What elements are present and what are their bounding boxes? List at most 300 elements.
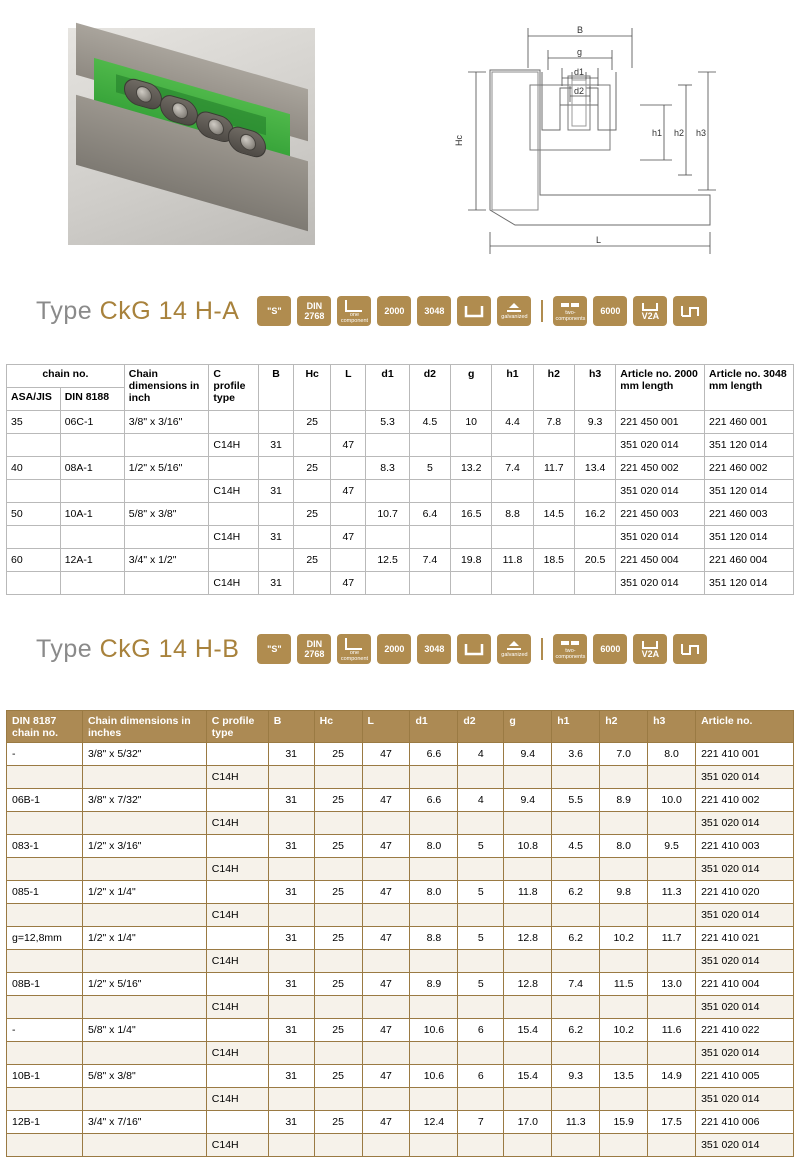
cell-h2 xyxy=(600,950,648,973)
technical-drawing xyxy=(420,10,780,260)
th-h3: h3 xyxy=(574,365,615,411)
th-d2: d2 xyxy=(409,365,450,411)
cell-dim: 3/8" x 5/32" xyxy=(82,743,206,766)
dim-label-B: B xyxy=(577,25,584,35)
th-c-profile-type: C profile type xyxy=(209,365,259,411)
cell-b xyxy=(258,549,293,572)
cell-h1: 11.8 xyxy=(492,549,533,572)
cell-h2 xyxy=(600,766,648,789)
cell-d1: 8.8 xyxy=(410,927,458,950)
cell-b xyxy=(268,950,314,973)
cell-g: 12.8 xyxy=(504,973,552,996)
cell-din: - xyxy=(7,743,83,766)
cell-d2 xyxy=(458,766,504,789)
cell-profile xyxy=(209,411,259,434)
cell-profile: C14H xyxy=(206,858,268,881)
th-c-profile-type: C profile type xyxy=(206,711,268,743)
th-article-2000: Article no. 2000 mm length xyxy=(616,365,705,411)
cell-d1 xyxy=(410,996,458,1019)
cell-h1: 6.2 xyxy=(552,927,600,950)
cell-h3: 17.5 xyxy=(648,1111,696,1134)
cell-l xyxy=(362,858,410,881)
badge-3048-icon: 3048 xyxy=(417,634,451,664)
cell-h2: 15.9 xyxy=(600,1111,648,1134)
cell-profile xyxy=(206,1065,268,1088)
badge-s-icon: "S" xyxy=(257,296,291,326)
th-g: g xyxy=(504,711,552,743)
cell-article: 221 410 004 xyxy=(696,973,794,996)
cell-l: 47 xyxy=(362,927,410,950)
cell-d2: 7 xyxy=(458,1111,504,1134)
th-d1: d1 xyxy=(410,711,458,743)
cell-din xyxy=(60,526,124,549)
badge-u-profile-icon xyxy=(673,634,707,664)
cell-asa xyxy=(7,480,61,503)
cell-d2 xyxy=(409,480,450,503)
cell-h3: 8.0 xyxy=(648,743,696,766)
cell-profile xyxy=(209,503,259,526)
dim-label-h1: h1 xyxy=(652,128,663,138)
cell-h1: 4.4 xyxy=(492,411,533,434)
cell-d1: 5.3 xyxy=(366,411,409,434)
cell-d1: 6.6 xyxy=(410,743,458,766)
cell-b: 31 xyxy=(268,789,314,812)
cell-asa xyxy=(7,572,61,595)
cell-b xyxy=(268,766,314,789)
cell-profile: C14H xyxy=(206,1042,268,1065)
cell-profile: C14H xyxy=(206,950,268,973)
cell-h1: 6.2 xyxy=(552,881,600,904)
cell-hc xyxy=(294,572,331,595)
table-row xyxy=(7,973,794,996)
th-chain-no: chain no. xyxy=(7,365,125,388)
cell-d1: 10.6 xyxy=(410,1065,458,1088)
cell-g xyxy=(451,434,492,457)
cell-dim: 1/2" x 5/16" xyxy=(82,973,206,996)
cell-d1 xyxy=(366,526,409,549)
cell-d2 xyxy=(409,434,450,457)
cell-l: 47 xyxy=(362,1065,410,1088)
cell-h3 xyxy=(648,1134,696,1157)
cell-d2: 5 xyxy=(409,457,450,480)
table-row xyxy=(7,996,794,1019)
cell-d1: 8.0 xyxy=(410,835,458,858)
cell-d1 xyxy=(366,434,409,457)
section-a-title-prefix: Type xyxy=(36,296,93,325)
cell-asa xyxy=(7,526,61,549)
section-a-badges xyxy=(257,296,707,326)
cell-h1 xyxy=(552,1134,600,1157)
cell-profile xyxy=(206,835,268,858)
cell-h2: 18.5 xyxy=(533,549,574,572)
cell-din: 085-1 xyxy=(7,881,83,904)
cell-g xyxy=(451,526,492,549)
cell-d2: 5 xyxy=(458,927,504,950)
cell-d1 xyxy=(410,858,458,881)
table-row xyxy=(7,927,794,950)
cell-profile: C14H xyxy=(209,480,259,503)
cell-article-2000: 351 020 014 xyxy=(616,526,705,549)
section-b-title-main: CkG 14 H-B xyxy=(99,634,240,663)
cell-g: 9.4 xyxy=(504,743,552,766)
cell-d1: 10.6 xyxy=(410,1019,458,1042)
cell-dim xyxy=(82,996,206,1019)
th-d1: d1 xyxy=(366,365,409,411)
cell-h1 xyxy=(492,526,533,549)
cell-dim xyxy=(124,572,209,595)
table-row xyxy=(7,1134,794,1157)
cell-d2 xyxy=(409,526,450,549)
cell-din: 10A-1 xyxy=(60,503,124,526)
cell-b: 31 xyxy=(268,1111,314,1134)
cell-b xyxy=(268,812,314,835)
cell-hc: 25 xyxy=(294,411,331,434)
cell-l xyxy=(362,1134,410,1157)
cell-din: - xyxy=(7,1019,83,1042)
cell-h2: 8.9 xyxy=(600,789,648,812)
cell-article-3048: 221 460 003 xyxy=(705,503,794,526)
cell-din xyxy=(7,1042,83,1065)
cell-dim: 1/2" x 5/16" xyxy=(124,457,209,480)
cell-l: 47 xyxy=(362,743,410,766)
table-row xyxy=(7,480,794,503)
cell-hc: 25 xyxy=(314,1111,362,1134)
cell-d2 xyxy=(458,812,504,835)
cell-h2 xyxy=(600,904,648,927)
cell-l: 47 xyxy=(331,434,366,457)
table-row xyxy=(7,503,794,526)
cell-article-2000: 351 020 014 xyxy=(616,434,705,457)
table-row xyxy=(7,881,794,904)
cell-d1 xyxy=(410,812,458,835)
cell-l xyxy=(362,996,410,1019)
cell-dim xyxy=(82,812,206,835)
cell-h3 xyxy=(648,1042,696,1065)
cell-b: 31 xyxy=(268,1065,314,1088)
cell-b: 31 xyxy=(268,743,314,766)
cell-h3 xyxy=(648,904,696,927)
cell-d1 xyxy=(410,1088,458,1111)
cell-d2 xyxy=(458,858,504,881)
cell-h2: 14.5 xyxy=(533,503,574,526)
badge-one-component-icon: one component xyxy=(337,296,371,326)
table-row xyxy=(7,1019,794,1042)
cell-h2 xyxy=(600,1042,648,1065)
cell-h2: 11.5 xyxy=(600,973,648,996)
cell-hc xyxy=(314,996,362,1019)
cell-g xyxy=(504,1088,552,1111)
cell-d1 xyxy=(410,1134,458,1157)
cell-article: 351 020 014 xyxy=(696,1134,794,1157)
table-row xyxy=(7,434,794,457)
section-b-badges xyxy=(257,634,707,664)
cell-h3 xyxy=(574,526,615,549)
cell-hc xyxy=(314,812,362,835)
cell-d1: 10.7 xyxy=(366,503,409,526)
cell-profile: C14H xyxy=(206,996,268,1019)
cell-dim: 5/8" x 3/8" xyxy=(82,1065,206,1088)
table-row xyxy=(7,835,794,858)
cell-h3 xyxy=(648,858,696,881)
badge-galvanized-icon: galvanized xyxy=(497,634,531,664)
table-ckg14ha xyxy=(6,364,794,595)
cell-b xyxy=(268,1088,314,1111)
cell-h1: 4.5 xyxy=(552,835,600,858)
cell-hc: 25 xyxy=(314,835,362,858)
cell-din: 12A-1 xyxy=(60,549,124,572)
cell-dim xyxy=(82,1134,206,1157)
cell-profile: C14H xyxy=(206,812,268,835)
cell-asa xyxy=(7,434,61,457)
cell-h3 xyxy=(648,950,696,973)
badge-u-profile-icon xyxy=(673,296,707,326)
cell-b xyxy=(268,1042,314,1065)
th-din-8187: DIN 8187 chain no. xyxy=(7,711,83,743)
cell-h3: 13.0 xyxy=(648,973,696,996)
cell-d2: 5 xyxy=(458,973,504,996)
cell-hc: 25 xyxy=(314,1019,362,1042)
table-row xyxy=(7,858,794,881)
cell-hc xyxy=(314,904,362,927)
cell-article: 351 020 014 xyxy=(696,812,794,835)
cell-article: 351 020 014 xyxy=(696,904,794,927)
cell-d1: 8.3 xyxy=(366,457,409,480)
section-b-heading xyxy=(36,634,707,664)
th-l: L xyxy=(362,711,410,743)
th-h1: h1 xyxy=(492,365,533,411)
cell-dim xyxy=(82,1042,206,1065)
cell-d2 xyxy=(458,1042,504,1065)
cell-profile xyxy=(206,743,268,766)
cell-g xyxy=(504,1134,552,1157)
th-d2: d2 xyxy=(458,711,504,743)
cell-dim xyxy=(82,766,206,789)
cell-din xyxy=(7,858,83,881)
cell-h3 xyxy=(574,572,615,595)
cell-b xyxy=(258,411,293,434)
th-article-3048: Article no. 3048 mm length xyxy=(705,365,794,411)
cell-g: 17.0 xyxy=(504,1111,552,1134)
cell-d1 xyxy=(366,572,409,595)
cell-hc: 25 xyxy=(314,973,362,996)
cell-d2 xyxy=(409,572,450,595)
cell-din xyxy=(60,572,124,595)
table-b-body xyxy=(7,743,794,1157)
cell-article-3048: 351 120 014 xyxy=(705,434,794,457)
cell-h1 xyxy=(552,766,600,789)
table-row xyxy=(7,743,794,766)
cell-dim: 1/2" x 3/16" xyxy=(82,835,206,858)
badge-divider xyxy=(537,296,547,326)
cell-din: 08A-1 xyxy=(60,457,124,480)
table-row xyxy=(7,1088,794,1111)
cell-h3: 9.5 xyxy=(648,835,696,858)
cell-l: 47 xyxy=(362,973,410,996)
cell-d1 xyxy=(410,950,458,973)
cell-g xyxy=(504,766,552,789)
cell-h2 xyxy=(600,1088,648,1111)
cell-h2 xyxy=(600,996,648,1019)
cell-h2: 7.8 xyxy=(533,411,574,434)
cell-din: 06C-1 xyxy=(60,411,124,434)
cell-h1 xyxy=(492,572,533,595)
cell-g: 10.8 xyxy=(504,835,552,858)
dim-label-d1: d1 xyxy=(574,67,585,77)
cell-profile: C14H xyxy=(209,526,259,549)
cell-h2 xyxy=(533,572,574,595)
cell-l: 47 xyxy=(362,1111,410,1134)
cell-hc: 25 xyxy=(294,549,331,572)
cell-h3: 11.6 xyxy=(648,1019,696,1042)
cell-dim: 5/8" x 3/8" xyxy=(124,503,209,526)
cell-d2: 5 xyxy=(458,881,504,904)
cell-d2: 5 xyxy=(458,835,504,858)
th-h2: h2 xyxy=(533,365,574,411)
cell-h1: 7.4 xyxy=(492,457,533,480)
cell-l xyxy=(362,812,410,835)
cell-hc xyxy=(294,480,331,503)
th-b: B xyxy=(258,365,293,411)
cell-l: 47 xyxy=(331,572,366,595)
cell-h1 xyxy=(552,996,600,1019)
cell-profile: C14H xyxy=(209,572,259,595)
cell-h3: 10.0 xyxy=(648,789,696,812)
section-b-title xyxy=(36,635,239,664)
cell-dim xyxy=(82,950,206,973)
cell-hc: 25 xyxy=(314,881,362,904)
cell-g: 16.5 xyxy=(451,503,492,526)
badge-two-components-icon: two-components xyxy=(553,296,587,326)
cell-b: 31 xyxy=(268,1019,314,1042)
cell-din xyxy=(7,1088,83,1111)
cell-hc: 25 xyxy=(314,927,362,950)
th-b: B xyxy=(268,711,314,743)
badge-din-2768-icon: DIN 2768 xyxy=(297,296,331,326)
cell-din xyxy=(7,950,83,973)
cell-h1 xyxy=(552,858,600,881)
cell-h1: 8.8 xyxy=(492,503,533,526)
cell-article: 351 020 014 xyxy=(696,950,794,973)
table-row xyxy=(7,904,794,927)
cell-d1 xyxy=(410,766,458,789)
cell-hc xyxy=(314,1134,362,1157)
cell-din: g=12,8mm xyxy=(7,927,83,950)
cell-profile: C14H xyxy=(209,434,259,457)
cell-article-2000: 221 450 003 xyxy=(616,503,705,526)
cell-h1 xyxy=(552,812,600,835)
cell-b: 31 xyxy=(258,526,293,549)
cell-article-3048: 351 120 014 xyxy=(705,526,794,549)
cell-dim: 5/8" x 1/4" xyxy=(82,1019,206,1042)
cell-g xyxy=(504,858,552,881)
cell-d2 xyxy=(458,950,504,973)
cell-article-2000: 221 450 004 xyxy=(616,549,705,572)
th-h2: h2 xyxy=(600,711,648,743)
cell-article-2000: 351 020 014 xyxy=(616,572,705,595)
cell-article: 221 410 022 xyxy=(696,1019,794,1042)
cell-article: 351 020 014 xyxy=(696,1042,794,1065)
cell-profile xyxy=(206,927,268,950)
cell-article-3048: 351 120 014 xyxy=(705,480,794,503)
th-article: Article no. xyxy=(696,711,794,743)
cell-article: 351 020 014 xyxy=(696,996,794,1019)
cell-d1 xyxy=(410,904,458,927)
cell-dim: 3/4" x 7/16" xyxy=(82,1111,206,1134)
badge-3048-icon: 3048 xyxy=(417,296,451,326)
cell-l: 47 xyxy=(362,881,410,904)
cell-b: 31 xyxy=(268,973,314,996)
table-row xyxy=(7,1042,794,1065)
cell-dim xyxy=(124,434,209,457)
cell-d2: 7.4 xyxy=(409,549,450,572)
cell-g xyxy=(504,904,552,927)
cell-article-3048: 221 460 001 xyxy=(705,411,794,434)
cell-d2: 6.4 xyxy=(409,503,450,526)
cell-din xyxy=(7,1134,83,1157)
cell-h1 xyxy=(552,904,600,927)
cell-article: 221 410 021 xyxy=(696,927,794,950)
cell-dim xyxy=(82,1088,206,1111)
cell-article: 221 410 003 xyxy=(696,835,794,858)
badge-din-2768-icon: DIN 2768 xyxy=(297,634,331,664)
cell-b xyxy=(268,904,314,927)
cell-l: 47 xyxy=(331,480,366,503)
cell-d2 xyxy=(458,996,504,1019)
cell-g: 12.8 xyxy=(504,927,552,950)
cell-article: 221 410 006 xyxy=(696,1111,794,1134)
cell-profile xyxy=(206,1019,268,1042)
table-row xyxy=(7,812,794,835)
cell-dim xyxy=(124,480,209,503)
cell-d1: 12.4 xyxy=(410,1111,458,1134)
cell-asa: 40 xyxy=(7,457,61,480)
cell-g: 13.2 xyxy=(451,457,492,480)
cell-asa: 60 xyxy=(7,549,61,572)
cell-b xyxy=(268,1134,314,1157)
table-ckg14hb xyxy=(6,710,794,1157)
cell-l xyxy=(331,503,366,526)
dim-label-L: L xyxy=(596,235,602,245)
cell-d1: 8.9 xyxy=(410,973,458,996)
table-row xyxy=(7,950,794,973)
cell-l: 47 xyxy=(362,1019,410,1042)
cell-article-2000: 221 450 001 xyxy=(616,411,705,434)
cell-b xyxy=(258,457,293,480)
cell-h1 xyxy=(492,480,533,503)
cell-hc xyxy=(314,1042,362,1065)
cell-l xyxy=(362,1042,410,1065)
cell-din xyxy=(7,904,83,927)
section-a-title xyxy=(36,297,239,326)
section-a-heading xyxy=(36,296,707,326)
cell-asa: 35 xyxy=(7,411,61,434)
cell-l xyxy=(331,411,366,434)
cell-hc xyxy=(314,766,362,789)
cell-b: 31 xyxy=(258,434,293,457)
cell-article-3048: 351 120 014 xyxy=(705,572,794,595)
cell-article: 351 020 014 xyxy=(696,858,794,881)
cell-h3: 9.3 xyxy=(574,411,615,434)
cell-article: 221 410 001 xyxy=(696,743,794,766)
cell-g xyxy=(451,572,492,595)
th-asa-jis: ASA/JIS xyxy=(7,388,61,411)
cell-g xyxy=(504,950,552,973)
cell-h1: 11.3 xyxy=(552,1111,600,1134)
cell-profile: C14H xyxy=(206,904,268,927)
cell-g: 19.8 xyxy=(451,549,492,572)
cell-dim xyxy=(82,904,206,927)
cell-article: 221 410 020 xyxy=(696,881,794,904)
